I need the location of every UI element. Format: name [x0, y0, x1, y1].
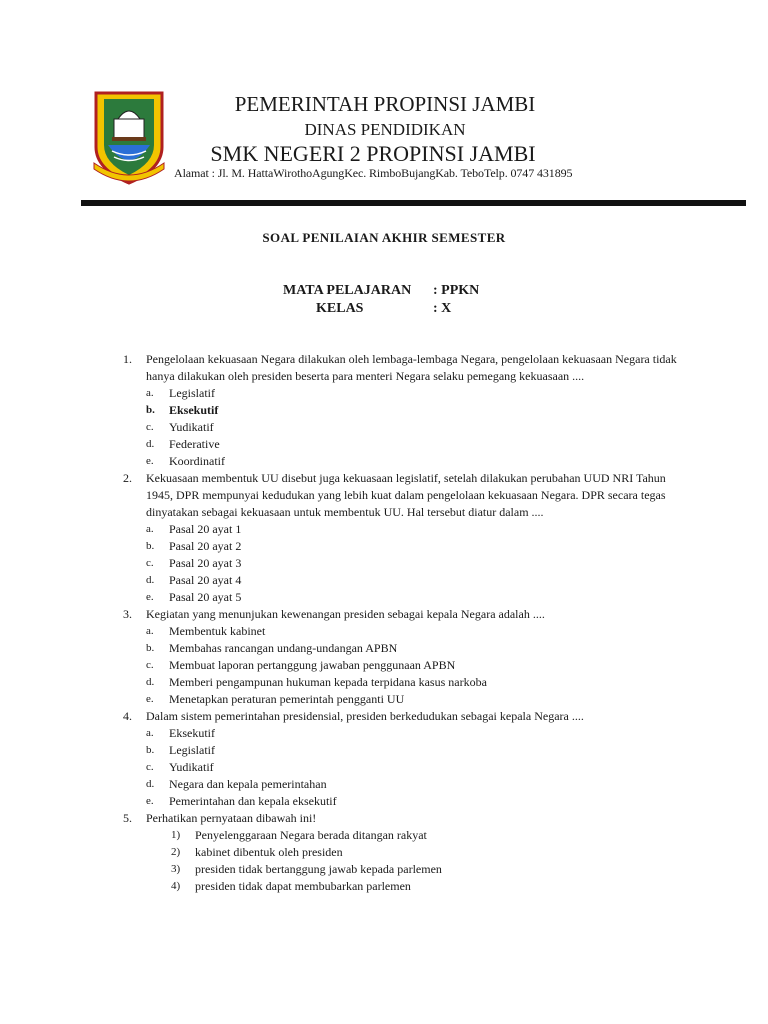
statement-item	[0, 844, 768, 861]
question-text: Pengelolaan kekuasaan Negara dilakukan oleh lembaga-lembaga Negara, pengelolaan kekuasaan Negara tidak hanya dilakukan oleh presiden beserta para menteri Negara selaku pemegang kekuasaan ....	[146, 352, 677, 383]
option-item	[0, 419, 768, 436]
statement-item	[0, 878, 768, 895]
option-item	[0, 759, 768, 776]
option-letter: b.	[146, 744, 155, 756]
option-text: Pasal 20 ayat 4	[169, 573, 242, 587]
option-item	[0, 725, 768, 742]
option-item	[0, 453, 768, 470]
option-text: Yudikatif	[169, 420, 214, 434]
option-letter: c.	[146, 421, 154, 433]
option-text: Pemerintahan dan kepala eksekutif	[169, 794, 337, 808]
option-letter: e.	[146, 693, 154, 705]
question-2	[0, 470, 768, 606]
option-letter: a.	[146, 727, 154, 739]
question-5	[0, 810, 768, 895]
option-item	[0, 657, 768, 674]
statement-text: presiden tidak bertanggung jawab kepada parlemen	[195, 862, 442, 876]
option-letter: d.	[146, 438, 155, 450]
option-letter: e.	[146, 591, 154, 603]
option-text: Eksekutif	[169, 726, 215, 740]
option-letter: a.	[146, 387, 154, 399]
option-text: Pasal 20 ayat 2	[169, 539, 242, 553]
option-text: Pasal 20 ayat 5	[169, 590, 242, 604]
header-divider	[81, 200, 746, 206]
option-letter: d.	[146, 676, 155, 688]
option-item	[0, 640, 768, 657]
question-text: Kegiatan yang menunjukan kewenangan presiden sebagai kepala Negara adalah ....	[146, 607, 545, 621]
option-text: Membentuk kabinet	[169, 624, 266, 638]
statement-list	[0, 827, 768, 895]
statement-item	[0, 827, 768, 844]
option-item	[0, 572, 768, 589]
option-text: Menetapkan peraturan pemerintah pengganti UU	[169, 692, 405, 706]
option-list	[0, 725, 768, 810]
question-text: Kekuasaan membentuk UU disebut juga kekuasaan legislatif, setelah dilakukan perubahan UUD NRI Tahun 1945, DPR mempunyai kedudukan yang lebih kuat dalam pengelolaan kekuasaan Negara. DPR secara tegas dinyatakan sebagai kekuasaan untuk membentuk UU. Hal tersebut diatur dalam ....	[146, 471, 666, 519]
school-address: Alamat : Jl. M. HattaWirothoAgungKec. RimboBujangKab. TeboTelp. 0747 431895	[174, 166, 573, 180]
subject-label: MATA PELAJARAN	[283, 283, 412, 298]
option-letter: a.	[146, 625, 154, 637]
option-item	[0, 776, 768, 793]
option-item	[0, 623, 768, 640]
subject-value: : PPKN	[433, 283, 480, 298]
statement-text: kabinet dibentuk oleh presiden	[195, 845, 343, 859]
option-item-answer	[0, 402, 768, 419]
option-item	[0, 674, 768, 691]
question-text: Perhatikan pernyataan dibawah ini!	[146, 811, 317, 825]
statement-text: Penyelenggaraan Negara berada ditangan rakyat	[195, 828, 427, 842]
question-number: 2.	[123, 471, 132, 485]
option-text: Eksekutif	[169, 403, 219, 417]
question-number: 5.	[123, 811, 132, 825]
option-item	[0, 436, 768, 453]
option-letter: d.	[146, 778, 155, 790]
question-4	[0, 708, 768, 810]
option-letter: c.	[146, 761, 154, 773]
option-text: Negara dan kepala pemerintahan	[169, 777, 327, 791]
option-text: Federative	[169, 437, 220, 451]
option-item	[0, 793, 768, 810]
question-text: Dalam sistem pemerintahan presidensial, presiden berkedudukan sebagai kepala Negara ....	[146, 709, 584, 723]
option-letter: b.	[146, 404, 155, 416]
option-list	[0, 521, 768, 606]
option-text: Pasal 20 ayat 1	[169, 522, 242, 536]
statement-item	[0, 861, 768, 878]
statement-number: 2)	[171, 846, 181, 858]
option-letter: a.	[146, 523, 154, 535]
option-letter: c.	[146, 659, 154, 671]
option-text: Legislatif	[169, 386, 215, 400]
question-1	[0, 351, 768, 470]
statement-number: 3)	[171, 863, 181, 875]
option-text: Koordinatif	[169, 454, 225, 468]
class-label: KELAS	[316, 301, 364, 316]
option-item	[0, 691, 768, 708]
exam-title: SOAL PENILAIAN AKHIR SEMESTER	[262, 230, 506, 245]
option-text: Memberi pengampunan hukuman kepada terpidana kasus narkoba	[169, 675, 487, 689]
option-item	[0, 385, 768, 402]
option-list	[0, 623, 768, 708]
option-text: Yudikatif	[169, 760, 214, 774]
option-item	[0, 538, 768, 555]
question-number: 4.	[123, 709, 132, 723]
statement-number: 4)	[171, 880, 181, 892]
option-item	[0, 589, 768, 606]
statement-text: presiden tidak dapat membubarkan parlemen	[195, 879, 411, 893]
option-text: Legislatif	[169, 743, 215, 757]
class-value: : X	[433, 301, 452, 316]
option-letter: b.	[146, 642, 155, 654]
question-number: 3.	[123, 607, 132, 621]
government-heading: PEMERINTAH PROPINSI JAMBI	[234, 92, 536, 116]
option-letter: e.	[146, 795, 154, 807]
question-list	[0, 351, 768, 895]
option-list	[0, 385, 768, 470]
option-letter: b.	[146, 540, 155, 552]
option-letter: e.	[146, 455, 154, 467]
option-text: Pasal 20 ayat 3	[169, 556, 242, 570]
option-letter: c.	[146, 557, 154, 569]
statement-number: 1)	[171, 829, 181, 841]
school-name: SMK NEGERI 2 PROPINSI JAMBI	[210, 141, 536, 166]
option-item	[0, 521, 768, 538]
question-number: 1.	[123, 352, 132, 366]
option-letter: d.	[146, 574, 155, 586]
department-heading: DINAS PENDIDIKAN	[304, 120, 466, 139]
question-3	[0, 606, 768, 708]
option-text: Membahas rancangan undang-undangan APBN	[169, 641, 398, 655]
option-text: Membuat laporan pertanggung jawaban penggunaan APBN	[169, 658, 456, 672]
option-item	[0, 555, 768, 572]
option-item	[0, 742, 768, 759]
